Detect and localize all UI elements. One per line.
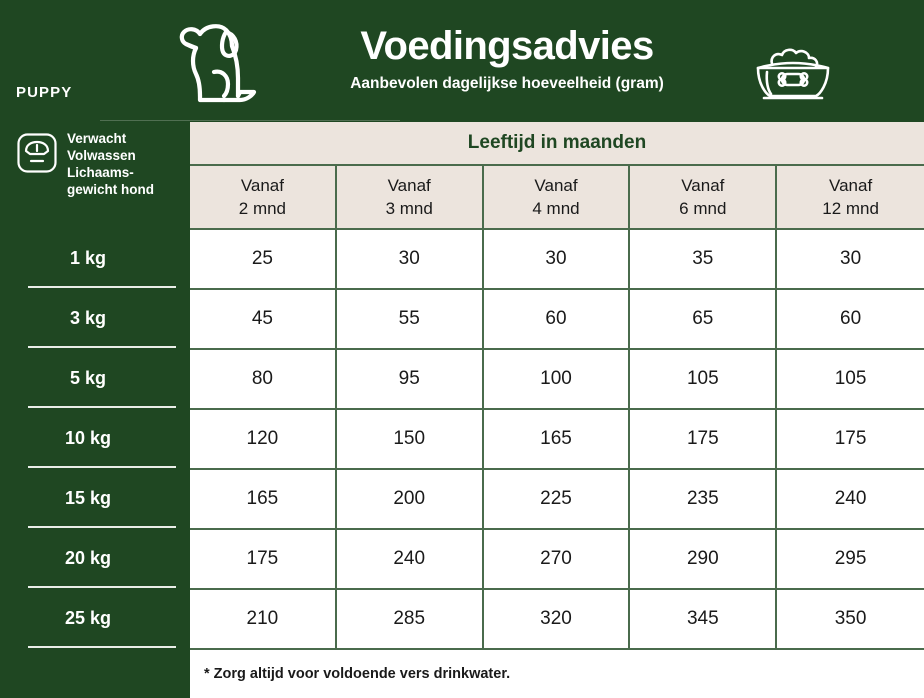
column-header-line-1: Vanaf [534, 176, 578, 195]
page-title: Voedingsadvies [360, 24, 654, 68]
weight-row-divider [28, 646, 176, 648]
table-cell: 345 [630, 590, 777, 648]
table-cell: 45 [190, 290, 337, 348]
table-column-header [777, 166, 924, 228]
category-label: PUPPY [16, 84, 73, 101]
feeding-table [190, 122, 924, 698]
table-cell: 175 [630, 410, 777, 468]
table-cell: 290 [630, 530, 777, 588]
column-header-line-2: 4 mnd [532, 199, 580, 218]
weight-header-line-4: gewicht hond [67, 182, 154, 197]
table-cell: 165 [484, 410, 631, 468]
header [0, 0, 924, 122]
table-cell: 100 [484, 350, 631, 408]
table-cell: 150 [337, 410, 484, 468]
table-cell: 225 [484, 470, 631, 528]
weight-header-line-2: Volwassen [67, 148, 136, 163]
column-header-line-2: 6 mnd [679, 199, 727, 218]
table-row [190, 290, 924, 350]
table-cell: 30 [840, 248, 862, 269]
weight-row-divider [28, 286, 176, 288]
weight-row-label: 20 kg [64, 547, 112, 568]
weight-row [0, 230, 190, 290]
table-cell: 295 [834, 548, 867, 569]
table-row [190, 530, 924, 590]
table-column-header [337, 166, 484, 228]
table-cell: 235 [630, 470, 777, 528]
weight-row-label: 15 kg [64, 487, 112, 508]
weight-row [0, 410, 190, 470]
table-column-header [190, 166, 337, 228]
food-bowl-bone-icon [744, 44, 842, 106]
table-row [190, 470, 924, 530]
table-cell: 30 [337, 230, 484, 288]
weight-row-divider [28, 466, 176, 468]
weight-scale-icon [16, 132, 58, 174]
table-cell: 320 [484, 590, 631, 648]
table-cell: 60 [840, 308, 862, 329]
weight-row [0, 470, 190, 530]
column-header-line-2: 3 mnd [385, 199, 433, 218]
column-header-line-2: 12 mnd [822, 199, 879, 218]
table-row [190, 350, 924, 410]
table-cell: 175 [190, 530, 337, 588]
table-cell: 30 [484, 230, 631, 288]
table-column-header [630, 166, 777, 228]
table-cell: 55 [337, 290, 484, 348]
weight-row-label: 5 kg [69, 367, 107, 388]
weight-row [0, 530, 190, 590]
weight-header-line-3: Lichaams- [67, 165, 134, 180]
weight-row [0, 350, 190, 410]
weight-row [0, 590, 190, 650]
table-cell: 200 [337, 470, 484, 528]
weight-row-divider [28, 406, 176, 408]
dog-sitting-icon [166, 12, 266, 112]
page-subtitle: Aanbevolen dagelijkse hoeveelheid (gram) [350, 75, 664, 92]
table-cell: 120 [190, 410, 337, 468]
column-header-line-1: Vanaf [681, 176, 725, 195]
table-column-header [484, 166, 631, 228]
table-cell: 65 [630, 290, 777, 348]
table-cell: 80 [190, 350, 337, 408]
column-header-line-1: Vanaf [829, 176, 873, 195]
weight-row-label: 1 kg [69, 247, 107, 268]
column-header-line-1: Vanaf [240, 176, 284, 195]
table-column-headers [190, 166, 924, 230]
table-row [190, 230, 924, 290]
table-cell: 270 [484, 530, 631, 588]
table-cell: 105 [630, 350, 777, 408]
table-cell: 240 [337, 530, 484, 588]
column-header-line-1: Vanaf [387, 176, 431, 195]
weight-row [0, 290, 190, 350]
table-cell: 175 [834, 428, 867, 449]
table-cell: 60 [484, 290, 631, 348]
table-title: Leeftijd in maanden [190, 122, 924, 166]
weight-row-divider [28, 586, 176, 588]
table-cell: 210 [190, 590, 337, 648]
table-cell: 25 [190, 230, 337, 288]
table-cell: 165 [190, 470, 337, 528]
table-cell: 285 [337, 590, 484, 648]
weight-sidebar [0, 122, 190, 698]
weight-column-header [16, 130, 188, 198]
weight-header-line-1: Verwacht [67, 131, 127, 146]
table-cell: 35 [630, 230, 777, 288]
weight-column-header-text [67, 130, 154, 198]
table-cell: 95 [337, 350, 484, 408]
header-divider [100, 120, 400, 121]
title-block [312, 22, 702, 95]
table-footnote: * Zorg altijd voor voldoende vers drinkwater. [190, 650, 924, 698]
table-cell: 105 [834, 368, 867, 389]
table-cell: 350 [834, 608, 867, 629]
table-cell: 240 [834, 488, 867, 509]
column-header-line-2: 2 mnd [238, 199, 287, 218]
table-body [190, 230, 924, 650]
weight-row-divider [28, 346, 176, 348]
weight-row-label: 3 kg [69, 307, 107, 328]
weight-row-label: 25 kg [64, 607, 112, 628]
table-row [190, 410, 924, 470]
weight-row-list [0, 230, 190, 650]
weight-row-divider [28, 526, 176, 528]
table-row [190, 590, 924, 650]
weight-row-label: 10 kg [64, 427, 112, 448]
